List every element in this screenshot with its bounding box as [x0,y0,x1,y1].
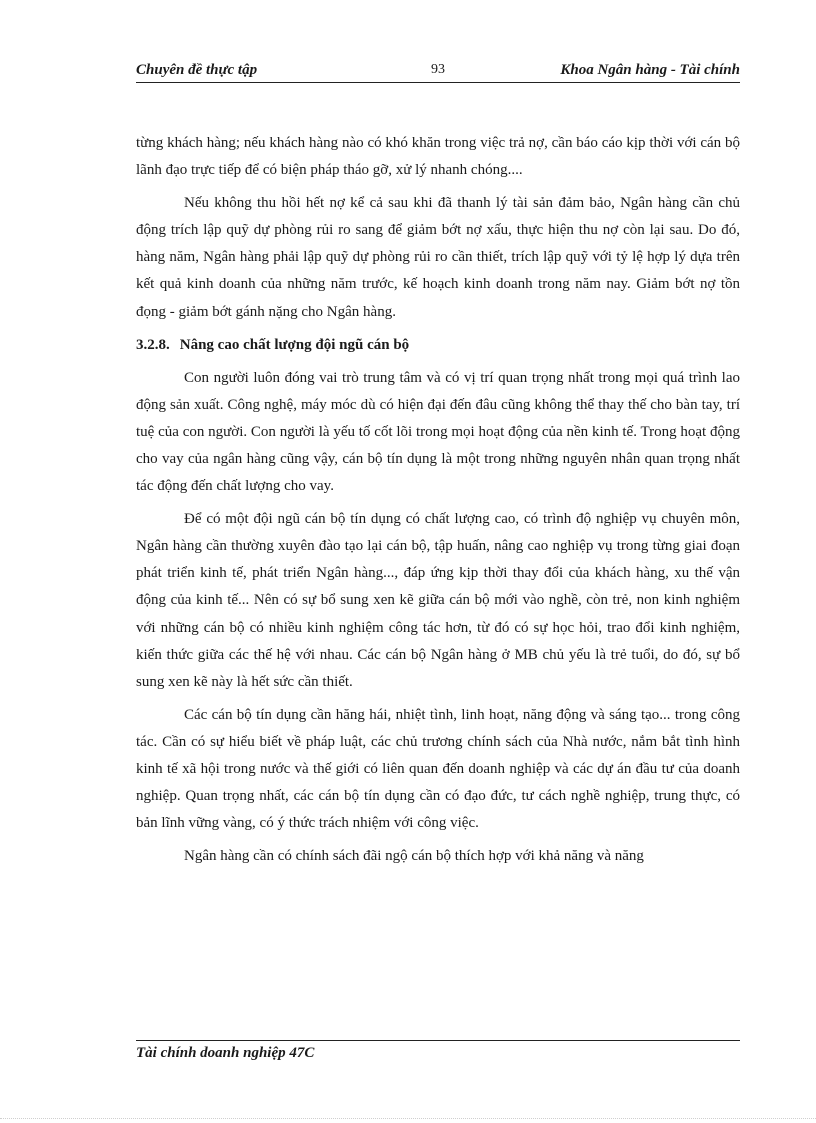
paragraph-compensation: Ngân hàng cần có chính sách đãi ngộ cán bộ thích hợp với khả năng và năng [184,848,644,865]
page-bottom-edge [0,1118,816,1119]
section-heading [136,332,740,359]
paragraph-staff-qualities: Các cán bộ tín dụng cần hăng hái, nhiệt tình, linh hoạt, năng động và sáng tạo... trong công tác. Cần có sự hiểu biết về pháp luật, các chủ trương chính sách của Nhà nước, nắm bắt tình hình kinh tế xã hội trong nước và thế giới có liên quan đến doanh nghiệp và các dự án đầu tư của doanh nghiệp. Quan trọng nhất, các cán bộ tín dụng cần có đạo đức, tư cách nghề nghiệp, trung thực, có bản lĩnh vững vàng, có ý thức trách nhiệm với công việc. [136,706,740,832]
paragraph-training: Để có một đội ngũ cán bộ tín dụng có chất lượng cao, có trình độ nghiệp vụ chuyên môn, Ngân hàng cần thường xuyên đào tạo lại cán bộ, tập huấn, nâng cao nghiệp vụ trong từng giai đoạn phát triển kinh tế, phát triển Ngân hàng..., đáp ứng kịp thời thay đổi của khách hàng, xu thế vận động của kinh tế... Nên có sự bổ sung xen kẽ giữa cán bộ mới vào nghề, còn trẻ, non kinh nghiệm với những cán bộ có nhiều kinh nghiệm công tác hơn, từ đó có sự học hỏi, trao đổi kinh nghiệm, kiến thức giữa các thế hệ với nhau. Các cán bộ Ngân hàng ở MB chủ yếu là trẻ tuổi, do đó, sự bổ sung xen kẽ này là hết sức cần thiết. [136,511,740,690]
section-title: Nâng cao chất lượng đội ngũ cán bộ [179,336,410,353]
page-body [136,130,740,876]
header-faculty: Khoa Ngân hàng - Tài chính [560,62,740,78]
paragraph-provision-fund: Nếu không thu hồi hết nợ kể cả sau khi đã thanh lý tài sản đảm bảo, Ngân hàng cần chủ động trích lập quỹ dự phòng rủi ro sang để giảm bớt nợ xấu, thực hiện thu nợ còn lại sau. Do đó, hàng năm, Ngân hàng phải lập quỹ dự phòng rủi ro cần thiết, trích lập quỹ với tỷ lệ hợp lý dựa trên kết quả kinh doanh của những năm trước, kế hoạch kinh doanh trong năm nay. Giảm bớt nợ tồn đọng - giảm bớt gánh nặng cho Ngân hàng. [136,195,740,320]
section-number: 3.2.8. [136,336,170,353]
page-header [136,60,740,83]
paragraph-continuation: từng khách hàng; nếu khách hàng nào có khó khăn trong việc trả nợ, cần báo cáo kịp thời với cán bộ lãnh đạo trực tiếp để có biện pháp tháo gỡ, xử lý nhanh chóng.... [136,135,740,179]
page-number: 93 [431,62,445,77]
page-footer [136,1040,740,1062]
paragraph-human-role: Con người luôn đóng vai trò trung tâm và có vị trí quan trọng nhất trong mọi quá trình lao động sản xuất. Công nghệ, máy móc dù có hiện đại đến đâu cũng không thể thay thế cho bàn tay, trí tuệ của con người. Con người là yếu tố cốt lõi trong mọi hoạt động của nền kinh tế. Trong hoạt động cho vay của ngân hàng cũng vậy, cán bộ tín dụng là một trong những nguyên nhân quan trọng nhất tác động đến chất lượng cho vay. [136,369,740,495]
header-document-type: Chuyên đề thực tập [136,62,258,78]
footer-text: Tài chính doanh nghiệp 47C [136,1045,315,1061]
